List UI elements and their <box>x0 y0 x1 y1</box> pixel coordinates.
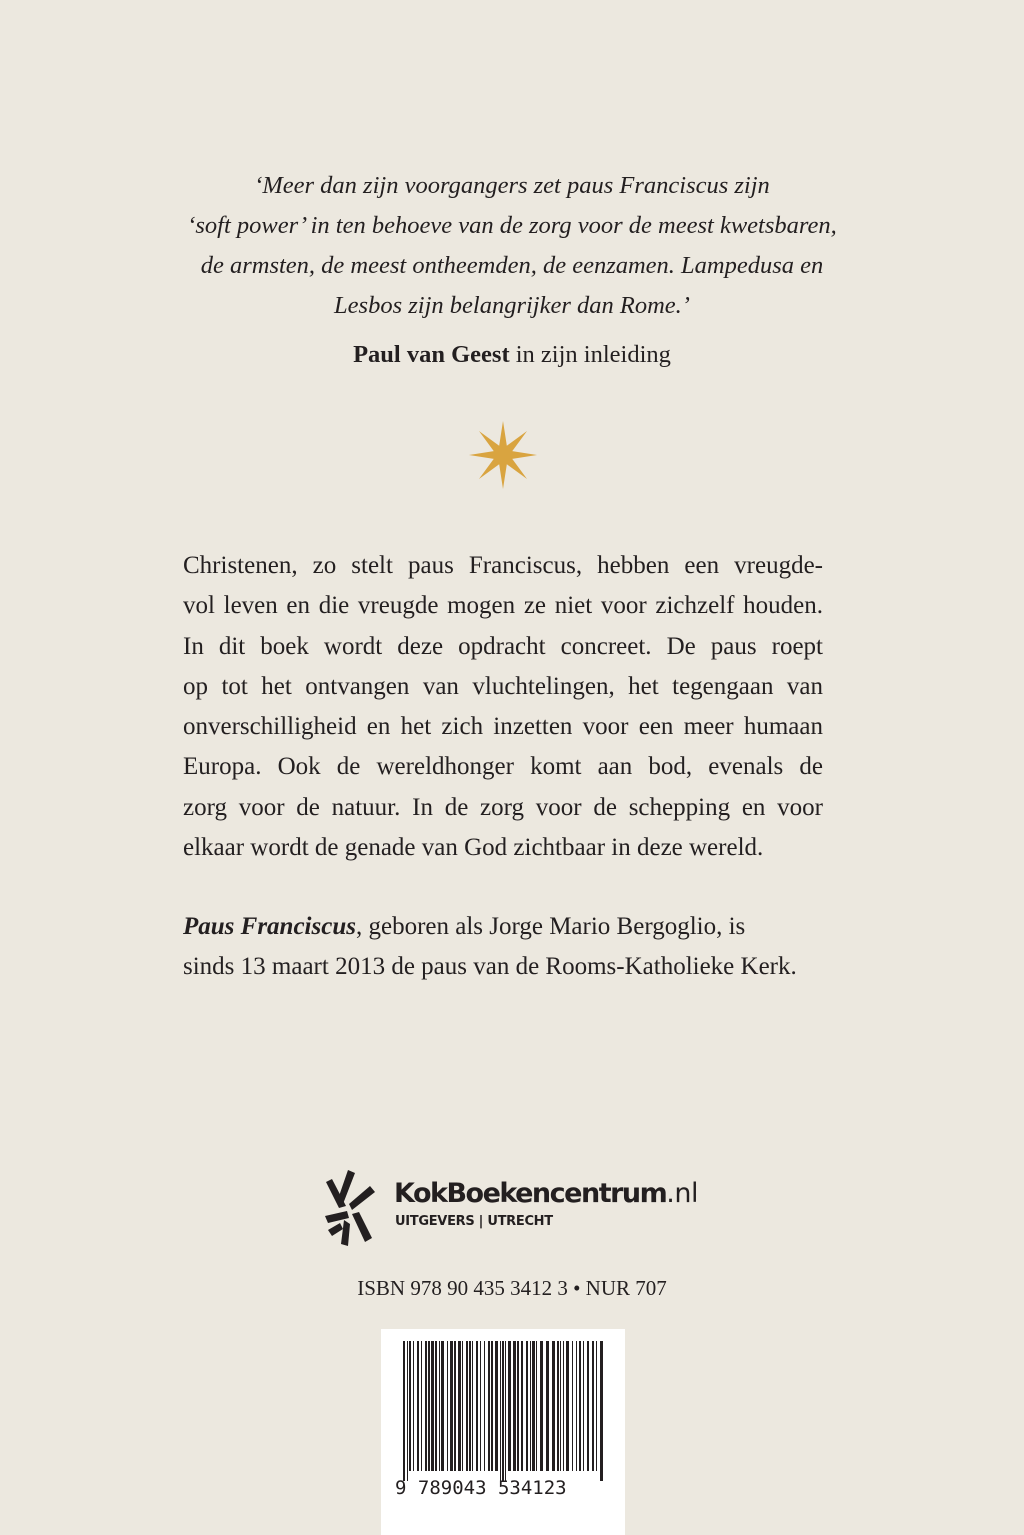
quote-line: ‘Meer dan zijn voorgangers zet paus Franciscus zijn <box>254 172 770 199</box>
barcode-bar <box>576 1341 577 1471</box>
barcode-bar <box>417 1341 419 1471</box>
barcode-bar <box>532 1341 535 1471</box>
barcode-bar <box>409 1341 411 1471</box>
bio-line <box>183 907 823 947</box>
barcode-bar <box>540 1341 543 1471</box>
description-line: op tot het ontvangen van vluchtelingen, het tegengaan van <box>183 672 823 700</box>
barcode-bar <box>500 1341 501 1481</box>
barcode-digits: 9 789043 534123 <box>395 1477 567 1499</box>
barcode-bar <box>557 1341 559 1471</box>
barcode-bar <box>587 1341 589 1471</box>
barcode-bar <box>508 1341 511 1471</box>
description-line: onverschilligheid en het zich inzetten voor een meer humaan <box>183 713 823 741</box>
description-line: Europa. Ook de wereldhonger komt aan bod, evenals de <box>183 753 823 781</box>
book-description <box>183 546 823 868</box>
quote-attribution <box>170 337 854 373</box>
barcode <box>381 1329 625 1535</box>
description-line: vol leven en die vreugde mogen ze niet voor zichzelf houden. <box>183 592 823 620</box>
barcode-bar <box>513 1341 516 1471</box>
barcode-bar <box>469 1341 471 1471</box>
barcode-bar <box>579 1341 581 1471</box>
barcode-bar <box>530 1341 531 1471</box>
publisher-logo <box>322 1168 702 1248</box>
publisher-subtitle: UITGEVERS | UTRECHT <box>395 1214 553 1229</box>
isbn-line: ISBN 978 90 435 3412 3 • NUR 707 <box>357 1276 667 1300</box>
barcode-bar <box>484 1341 485 1471</box>
barcode-bar <box>495 1341 498 1471</box>
barcode-bar <box>472 1341 473 1471</box>
barcode-bar <box>592 1341 594 1471</box>
barcode-bar <box>439 1341 440 1471</box>
quote-author: Paul van Geest <box>353 341 510 368</box>
barcode-bar <box>517 1341 519 1471</box>
description-line: zorg voor de natuur. In de zorg voor de schepping en voor <box>183 793 823 821</box>
barcode-bar <box>435 1341 437 1471</box>
barcode-bar <box>572 1341 573 1471</box>
barcode-bar <box>526 1341 528 1471</box>
barcode-bar <box>407 1341 408 1481</box>
barcode-bar <box>421 1341 422 1471</box>
barcode-bar <box>428 1341 430 1471</box>
barcode-bar <box>403 1341 405 1481</box>
kokboekencentrum-logo-icon <box>322 1168 378 1248</box>
bio-line-rest: , geboren als Jorge Mario Bergoglio, is <box>355 913 746 940</box>
barcode-bar <box>476 1341 478 1471</box>
author-bio <box>183 907 823 988</box>
eight-point-star-icon <box>468 420 538 490</box>
quote-author-suffix: in zijn inleiding <box>509 341 671 368</box>
barcode-bar <box>466 1341 468 1471</box>
barcode-bar <box>583 1341 584 1471</box>
quote-line: de armsten, de meest ontheemden, de eenzamen. Lampedusa en <box>200 252 824 279</box>
barcode-bar <box>450 1341 453 1471</box>
bio-author-name: Paus Franciscus <box>183 913 356 940</box>
barcode-bar <box>566 1341 569 1471</box>
barcode-bar <box>560 1341 561 1471</box>
barcode-bar <box>546 1341 549 1471</box>
barcode-bar <box>454 1341 456 1471</box>
barcode-bar <box>488 1341 490 1471</box>
barcode-bar <box>536 1341 537 1471</box>
barcode-bar <box>600 1341 603 1481</box>
bio-line: sinds 13 maart 2013 de paus van de Rooms-Katholieke Kerk. <box>183 953 797 981</box>
back-cover-quote <box>170 166 854 326</box>
barcode-bar <box>552 1341 555 1471</box>
publisher-name: KokBoekencentrum.nl <box>394 1178 698 1209</box>
barcode-bar <box>563 1341 564 1471</box>
barcode-bar <box>491 1341 493 1471</box>
barcode-bar <box>502 1341 504 1481</box>
publisher-tld: .nl <box>666 1178 698 1209</box>
barcode-bar <box>458 1341 461 1471</box>
barcode-bar <box>505 1341 506 1481</box>
barcode-bar <box>447 1341 448 1471</box>
quote-line: ‘soft power’ in ten behoeve van de zorg voor de meest kwetsbaren, <box>187 212 837 239</box>
barcode-icon <box>381 1329 625 1535</box>
barcode-bar <box>413 1341 414 1471</box>
description-line: elkaar wordt de genade van God zichtbaar in deze wereld. <box>183 834 764 862</box>
barcode-bar <box>431 1341 434 1471</box>
barcode-bar <box>441 1341 444 1471</box>
description-line: In dit boek wordt deze opdracht concreet. De paus roept <box>183 632 823 660</box>
barcode-bar <box>521 1341 523 1471</box>
quote-line: Lesbos zijn belangrijker dan Rome.’ <box>334 292 690 319</box>
description-line: Christenen, zo stelt paus Franciscus, hebben een vreugde- <box>183 552 823 579</box>
barcode-bar <box>480 1341 481 1471</box>
barcode-bar <box>425 1341 427 1471</box>
barcode-bar <box>596 1341 597 1471</box>
barcode-bar <box>462 1341 463 1471</box>
